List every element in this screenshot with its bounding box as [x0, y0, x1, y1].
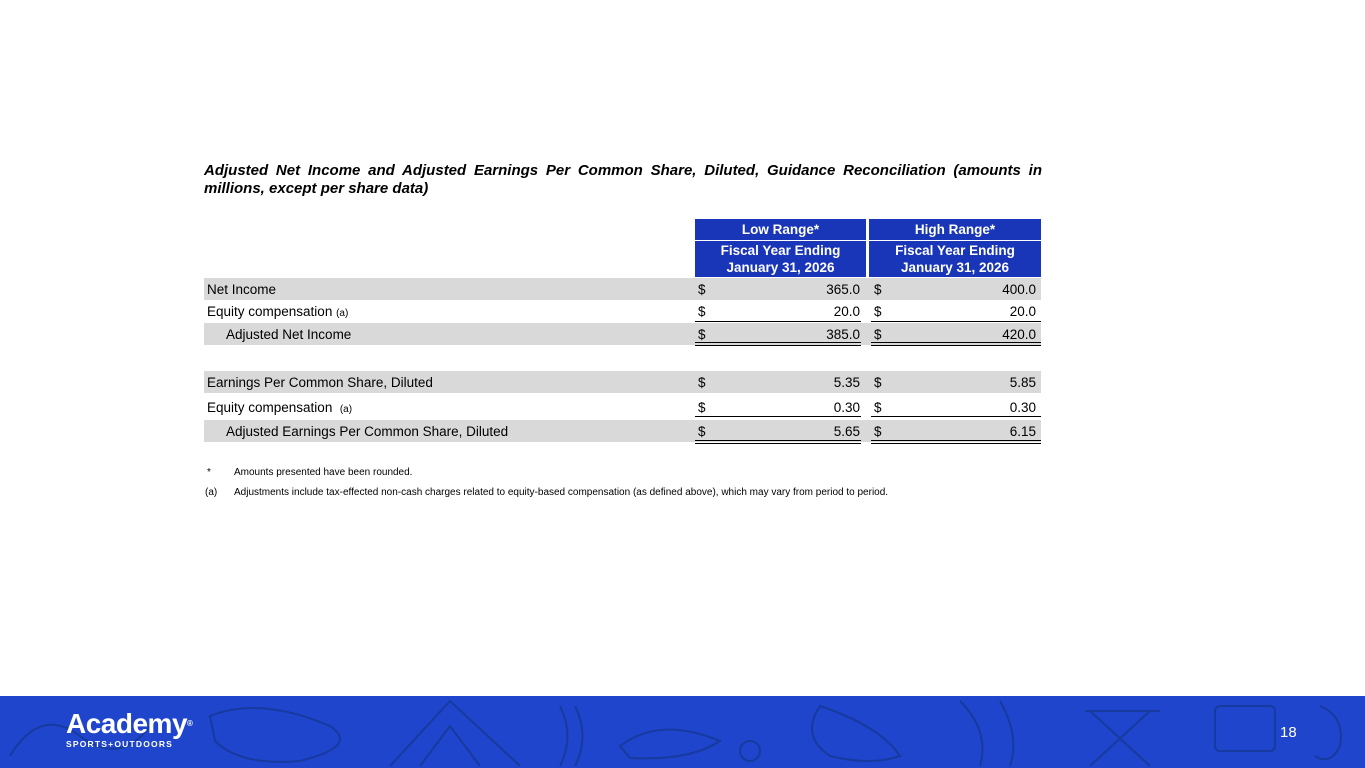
academy-logo — [66, 710, 192, 749]
subtotal-rule — [695, 416, 861, 417]
low-subheader-line-2: January 31, 2026 — [726, 260, 835, 275]
footer-band — [0, 696, 1365, 768]
row-label: Adjusted Net Income — [226, 327, 352, 342]
row-label: Equity compensation — [207, 304, 333, 319]
low-value: 5.65 — [833, 424, 860, 439]
low-subheader-line-1: Fiscal Year Ending — [720, 243, 841, 258]
low-dollar-sign: $ — [698, 375, 706, 390]
high-dollar-sign: $ — [874, 424, 882, 439]
low-value: 20.0 — [833, 304, 860, 319]
high-dollar-sign: $ — [874, 282, 882, 297]
low-value: 5.35 — [833, 375, 860, 390]
high-dollar-sign: $ — [874, 327, 882, 342]
row-label-wrap — [207, 400, 352, 415]
table-row — [204, 371, 1041, 393]
low-range-header: Low Range* — [695, 219, 866, 240]
total-double-rule — [871, 440, 1041, 441]
low-range-subheader — [695, 241, 866, 277]
low-dollar-sign: $ — [698, 327, 706, 342]
page-number: 18 — [1280, 724, 1297, 741]
table-row — [204, 300, 1041, 322]
high-value: 5.85 — [1009, 375, 1036, 390]
high-subheader-line-1: Fiscal Year Ending — [895, 243, 1015, 258]
outdoor-illustration-pattern — [0, 696, 1365, 768]
low-value: 365.0 — [826, 282, 860, 297]
high-dollar-sign: $ — [874, 400, 882, 415]
subtotal-rule — [871, 321, 1041, 322]
footnote-mark: (a) — [205, 487, 218, 498]
row-label: Equity compensation — [207, 400, 333, 415]
low-dollar-sign: $ — [698, 282, 706, 297]
high-value: 420.0 — [1002, 327, 1036, 342]
total-double-rule — [695, 443, 861, 444]
high-range-header: High Range* — [869, 219, 1041, 240]
row-label: Net Income — [207, 282, 277, 297]
total-double-rule — [871, 345, 1041, 346]
total-double-rule — [695, 342, 861, 343]
footnote-text: Amounts presented have been rounded. — [234, 467, 413, 478]
row-label-wrap — [207, 304, 348, 319]
logo-name: Academy — [66, 708, 188, 739]
logo-tagline: SPORTS+OUTDOORS — [66, 739, 174, 749]
subtotal-rule — [871, 416, 1041, 417]
low-dollar-sign: $ — [698, 424, 706, 439]
footnote-ref: (a) — [336, 308, 349, 319]
footnote-text: Adjustments include tax-effected non-cash charges related to equity-based compensation (as defined above), which may vary from period to period. — [234, 487, 889, 498]
row-label: Adjusted Earnings Per Common Share, Diluted — [226, 424, 509, 439]
high-value: 400.0 — [1002, 282, 1036, 297]
total-double-rule — [695, 345, 861, 346]
low-dollar-sign: $ — [698, 304, 706, 319]
table-row — [204, 278, 1041, 300]
table-row — [204, 396, 1041, 418]
footnote-ref: (a) — [339, 404, 353, 415]
high-dollar-sign: $ — [874, 304, 882, 319]
high-value: 6.15 — [1009, 424, 1036, 439]
high-value: 20.0 — [1009, 304, 1036, 319]
page-title: Adjusted Net Income and Adjusted Earnings Per Common Share, Diluted, Guidance Reconciliation (amounts in millions, except per share data) — [204, 162, 1042, 197]
total-double-rule — [871, 342, 1041, 343]
footnote-mark: * — [207, 467, 211, 478]
total-double-rule — [871, 443, 1041, 444]
registered-mark: ® — [187, 719, 193, 728]
row-label: Earnings Per Common Share, Diluted — [207, 375, 433, 390]
total-double-rule — [695, 440, 861, 441]
high-range-subheader — [869, 241, 1041, 277]
low-dollar-sign: $ — [698, 400, 706, 415]
low-value: 0.30 — [833, 400, 860, 415]
logo-wordmark — [66, 710, 192, 738]
high-subheader-line-2: January 31, 2026 — [900, 260, 1010, 275]
subtotal-rule — [695, 321, 861, 322]
table-row — [204, 420, 1041, 442]
high-dollar-sign: $ — [874, 375, 882, 390]
high-value: 0.30 — [1009, 400, 1036, 415]
low-value: 385.0 — [826, 327, 860, 342]
